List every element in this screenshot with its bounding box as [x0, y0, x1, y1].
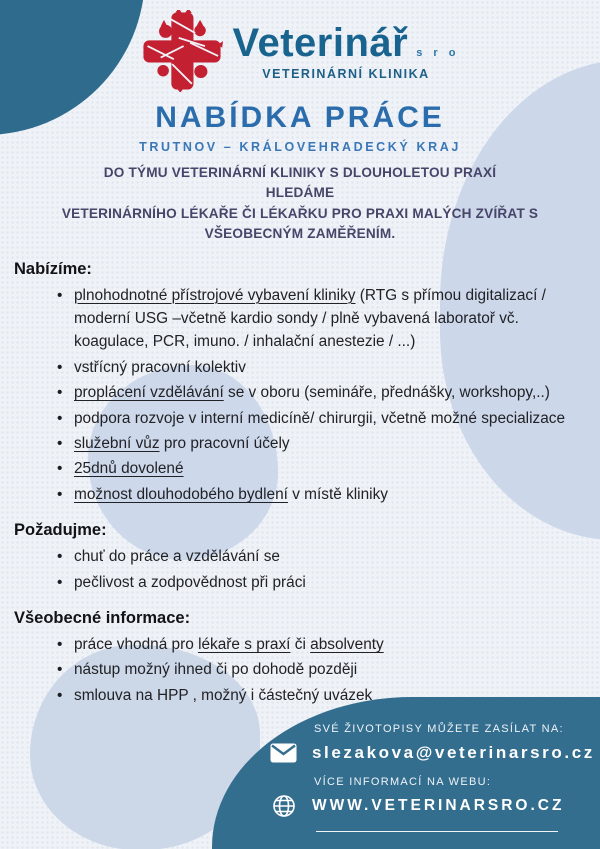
section-title: Požadujme: [14, 521, 107, 540]
underlined-text: 25dnů dovolené [74, 460, 184, 478]
globe-icon [270, 795, 297, 817]
text: pečlivost a zodpovědnost při práci [74, 573, 306, 591]
location-subtitle: TRUTNOV – KRÁLOVEHRADECKÝ KRAJ [139, 140, 461, 154]
list-item [74, 356, 574, 379]
text: nástup možný ihned či po dohodě později [74, 661, 358, 679]
intro-paragraph [40, 163, 560, 245]
envelope-icon [270, 742, 297, 764]
website-row[interactable] [270, 795, 600, 817]
text: práce vhodná pro [74, 636, 199, 654]
logo [0, 0, 600, 92]
text: smlouva na HPP , možný i částečný uvázek [74, 686, 373, 704]
cv-label: SVÉ ŽIVOTOPISY MŮŽETE ZASÍLAT NA: [314, 723, 564, 735]
text: či [290, 636, 311, 654]
intro-line: VŠEOBECNÝM ZAMĚŘENÍM. [204, 226, 396, 242]
list-item [74, 633, 574, 656]
list-item [74, 483, 574, 506]
text: se v oboru (semináře, přednášky, workshopy,..) [223, 384, 550, 402]
underlined-text: plnohodnotné přístrojové vybavení kliniky [74, 286, 356, 304]
list-item [74, 545, 574, 568]
contact-panel [212, 697, 600, 849]
list-item [74, 571, 574, 594]
intro-line: DO TÝMU VETERINÁRNÍ KLINIKY S DLOUHOLETOU PRAXÍ [103, 165, 497, 180]
underlined-text: služební vůz [74, 435, 160, 452]
underlined-text: možnost dlouhodobého bydlení [74, 485, 288, 503]
animal-cross-logo-icon [141, 10, 223, 92]
email-row[interactable] [270, 742, 600, 764]
web-label: VÍCE INFORMACÍ NA WEBU: [314, 776, 492, 788]
text: vstřícný pracovní kolektiv [74, 358, 246, 376]
text: pro pracovní účely [159, 435, 290, 452]
section-title: Všeobecné informace: [14, 609, 191, 628]
intro-line: VETERINÁRNÍHO LÉKAŘE ČI LÉKAŘKU PRO PRAXI MALÝCH ZVÍŘAT S [61, 205, 539, 221]
text: v místě kliniky [287, 485, 388, 503]
brand-name: Veterinář [232, 21, 409, 65]
bullet-list [14, 284, 584, 507]
brand-suffix: s r o [416, 47, 460, 59]
website-url[interactable]: WWW.VETERINARSRO.CZ [312, 797, 565, 814]
intro-line: HLEDÁME [265, 185, 335, 201]
list-item [74, 658, 574, 681]
list-item [74, 284, 574, 354]
sections [14, 260, 584, 708]
text: podpora rozvoje v interní medicíně/ chirurgii, včetně možné specializace [74, 409, 566, 427]
underlined-text: lékaře s praxí [198, 636, 291, 654]
list-item [74, 457, 574, 480]
section-title: Nabízíme: [14, 259, 92, 278]
bullet-list [14, 545, 584, 594]
underlined-text: proplácení vzdělávání [74, 384, 224, 402]
list-item [74, 432, 574, 455]
text: (RTG s přímou digitalizací / moderní USG –včetně kardio sondy / plně vybavená laboratoř vč. koagulace, PCR, imuno. / inhalační anestezie / ...) [74, 286, 546, 351]
email-address[interactable]: slezakova@veterinarsro.cz [312, 743, 595, 762]
list-item [74, 381, 574, 404]
list-item [74, 407, 574, 430]
brand-block [233, 21, 460, 81]
brand-tagline: VETERINÁRNÍ KLINIKA [262, 67, 430, 81]
page-title: NABÍDKA PRÁCE [155, 101, 445, 134]
text: chuť do práce a vzdělávání se [74, 548, 280, 566]
underlined-text: absolventy [310, 636, 384, 654]
contact-divider [316, 831, 558, 832]
